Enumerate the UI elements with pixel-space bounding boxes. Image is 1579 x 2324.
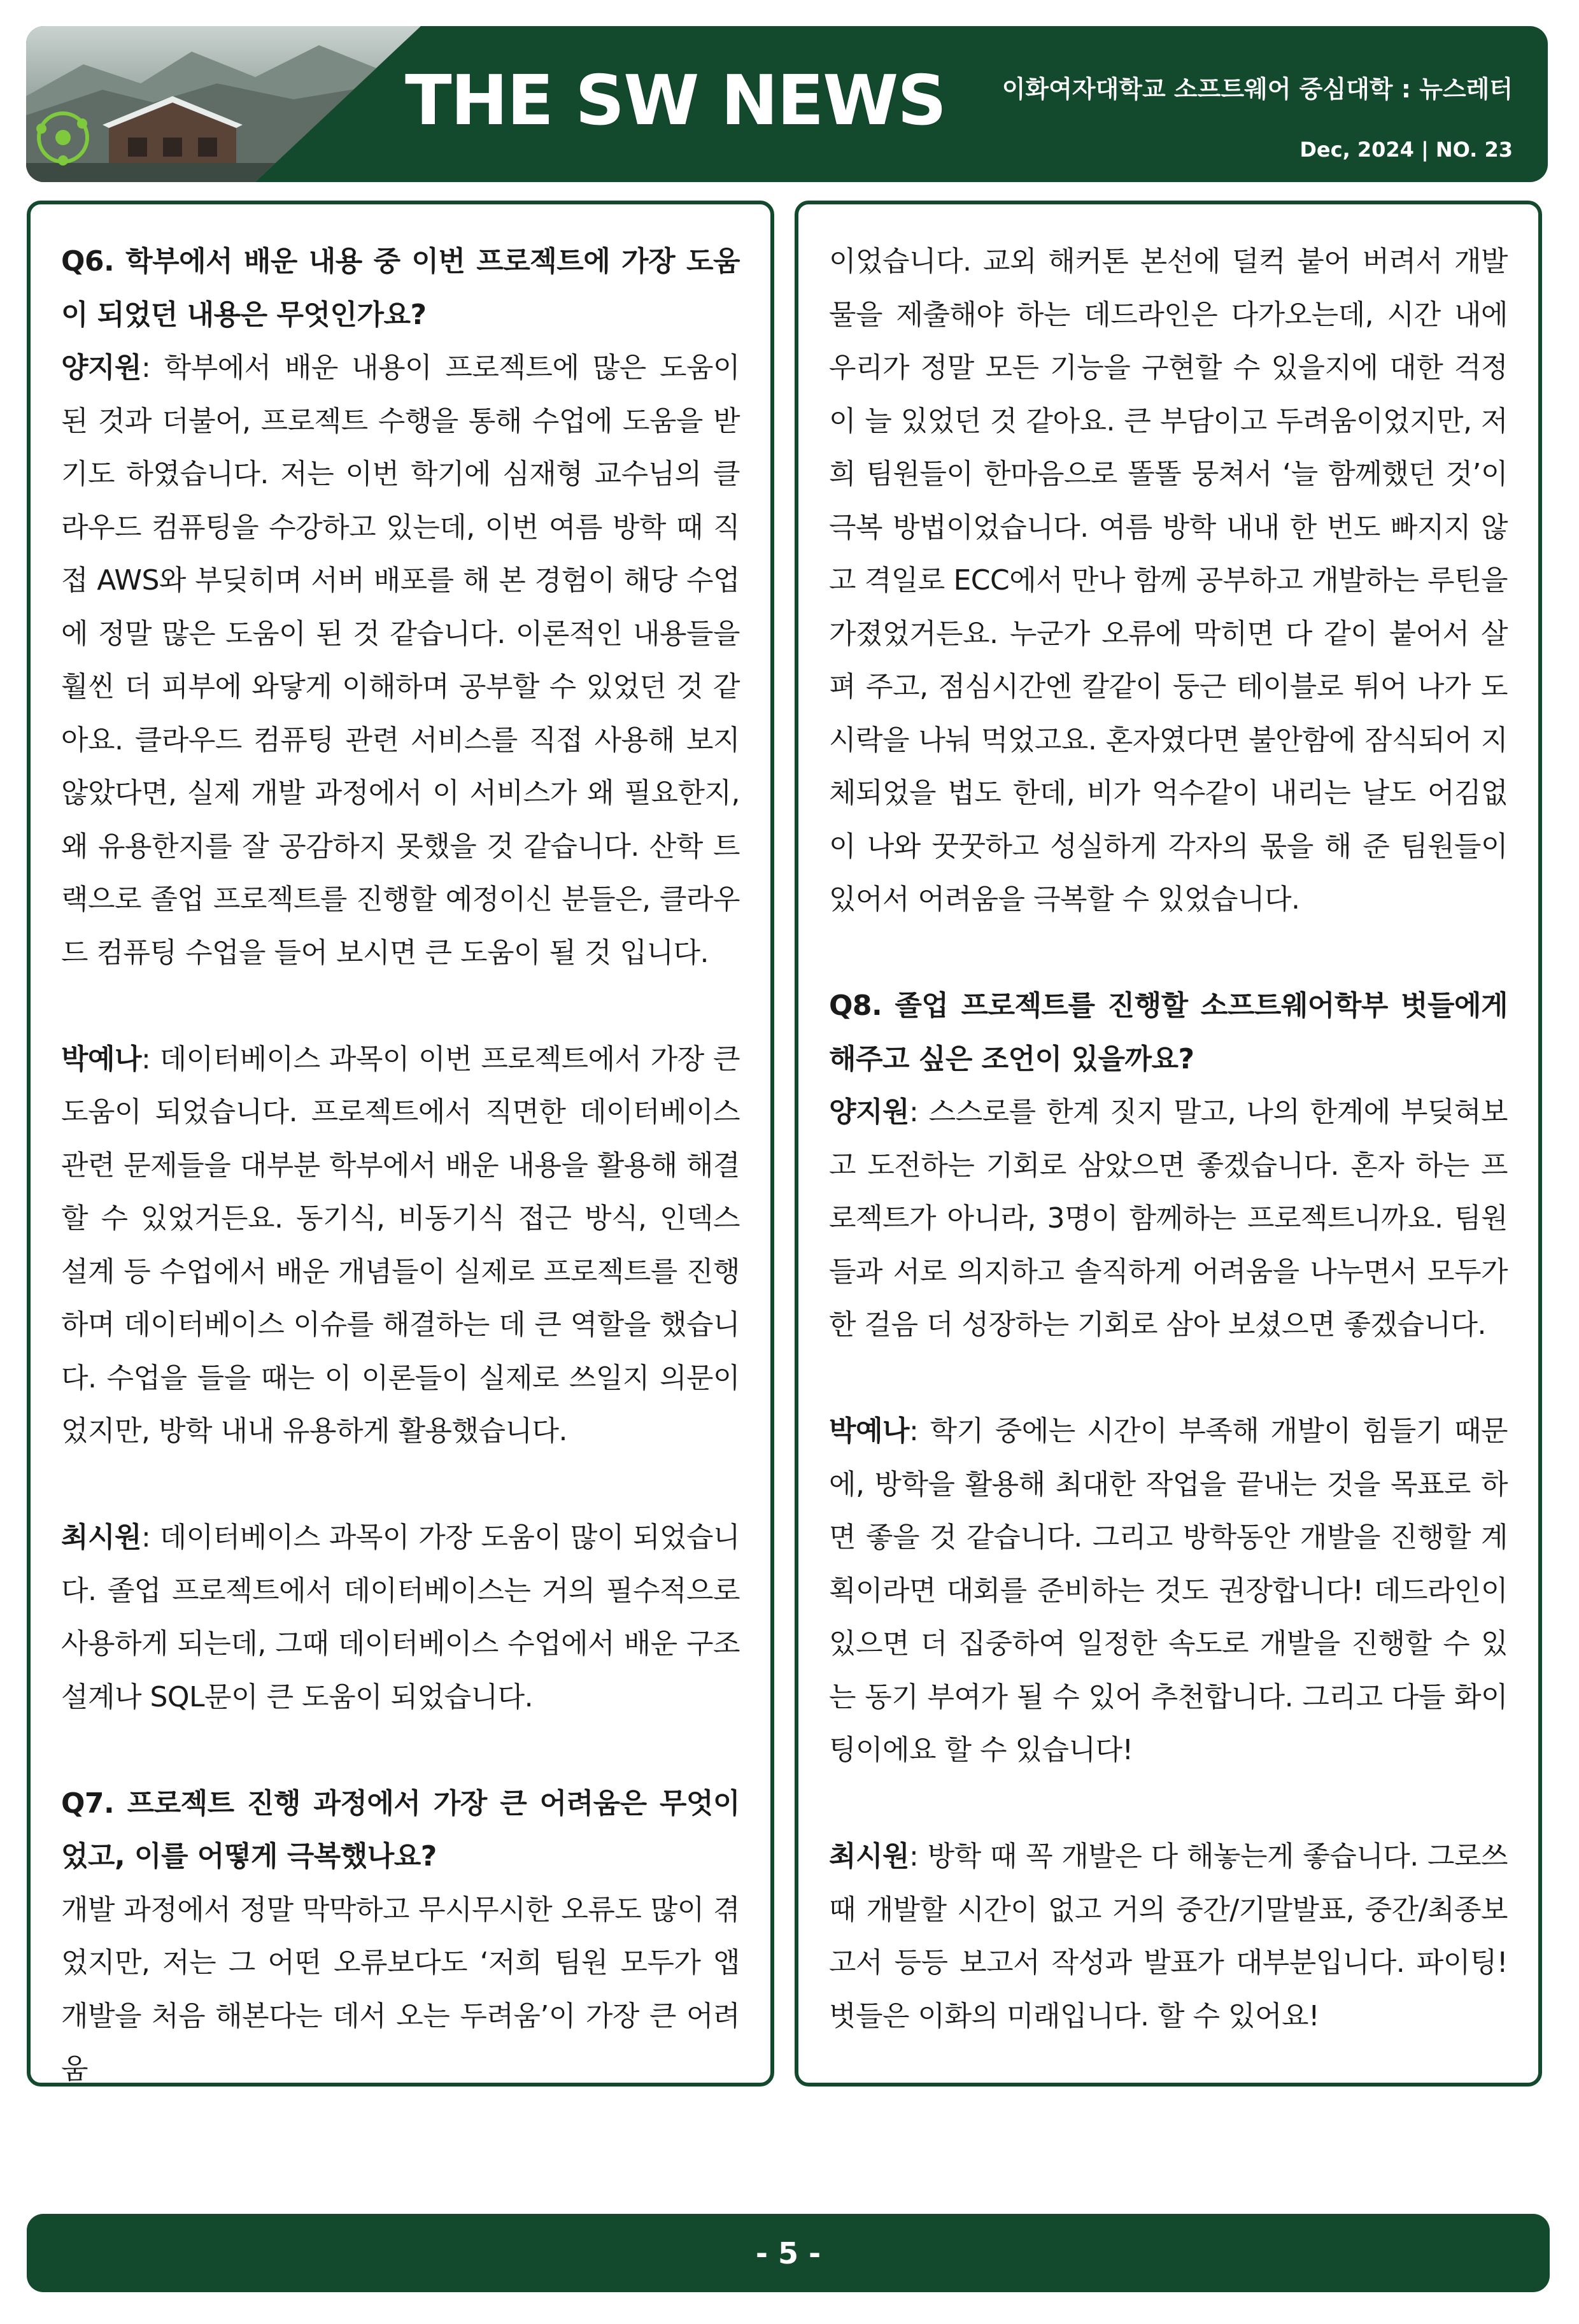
answer-paragraph <box>829 1405 1508 1777</box>
answer-text: : 스스로를 한계 짓지 말고, 나의 한계에 부딪혀보고 도전하는 기회로 삼았으면 좋겠습니다. 혼자 하는 프로젝트가 아니라, 3명이 함께하는 프로젝트니까요. 팀원들과 서로 의지하고 솔직하게 어려움을 나누면서 모두가 한 걸음 더 성장하는 기회로 삼아 보셨으면 좋겠습니다. <box>829 1096 1508 1341</box>
answer-text: : 데이터베이스 과목이 이번 프로젝트에서 가장 큰 도움이 되었습니다. 프로젝트에서 직면한 데이터베이스 관련 문제들을 대부분 학부에서 배운 내용을 활용해 해결할 수 있었거든요. 동기식, 비동기식 접근 방식, 인덱스 설계 등 수업에서 배운 개념들이 실제로 프로젝트를 진행하며 데이터베이스 이슈를 해결하는 데 큰 역할을 했습니다. 수업을 들을 때는 이 이론들이 실제로 쓰일지 의문이었지만, 방학 내내 유용하게 활용했습니다. <box>61 1042 740 1447</box>
answer-paragraph <box>829 1086 1508 1352</box>
answer-text: 개발 과정에서 정말 막막하고 무시무시한 오류도 많이 겪었지만, 저는 그 어떤 오류보다도 ‘저희 팀원 모두가 앱 개발을 처음 해본다는 데서 오는 두려움’이 가장 큰 어려움 <box>61 1893 740 2085</box>
right-column <box>795 201 1542 2087</box>
question-q6: Q6. 학부에서 배운 내용 중 이번 프로젝트에 가장 도움이 되었던 내용은 무엇인가요? <box>61 245 740 331</box>
answer-text: : 학기 중에는 시간이 부족해 개발이 힘들기 때문에, 방학을 활용해 최대한 작업을 끝내는 것을 목표로 하면 좋을 것 같습니다. 그리고 방학동안 개발을 진행할 계획이라면 대회를 준비하는 것도 권장합니다! 데드라인이 있으면 더 집중하여 일정한 속도로 개발을 진행할 수 있는 동기 부여가 될 수 있어 추천합니다. 그리고 다들 화이팅이에요 할 수 있습니다! <box>829 1415 1508 1766</box>
issue-info: Dec, 2024 | NO. 23 <box>1299 138 1513 162</box>
page-footer <box>27 2214 1550 2292</box>
page-number: - 5 - <box>755 2235 821 2271</box>
newsletter-header <box>26 26 1548 182</box>
answer-text: 이었습니다. 교외 해커톤 본선에 덜컥 붙어 버려서 개발물을 제출해야 하는 데드라인은 다가오는데, 시간 내에 우리가 정말 모든 기능을 구현할 수 있을지에 대한 걱정이 늘 있었던 것 같아요. 큰 부담이고 두려움이었지만, 저희 팀원들이 한마음으로 똘똘 뭉쳐서 ‘늘 함께했던 것’이 극복 방법이었습니다. 여름 방학 내내 한 번도 빠지지 않고 격일로 ECC에서 만나 함께 공부하고 개발하는 루틴을 가졌었거든요. 누군가 오류에 막히면 다 같이 붙어서 살펴 주고, 점심시간엔 칼같이 둥근 테이블로 튀어 나가 도시락을 나눠 먹었고요. 혼자였다면 불안함에 잠식되어 지체되었을 법도 한데, 비가 억수같이 내리는 날도 어김없이 나와 꿋꿋하고 성실하게 각자의 몫을 해 준 팀원들이 있어서 어려움을 극복할 수 있었습니다. <box>829 245 1508 916</box>
newsletter-subtitle: 이화여자대학교 소프트웨어 중심대학 : 뉴스레터 <box>1002 75 1513 103</box>
answer-paragraph <box>829 1830 1508 2043</box>
answer-text: : 방학 때 꼭 개발은 다 해놓는게 좋습니다. 그로쓰 때 개발할 시간이 없고 거의 중간/기말발표, 중간/최종보고서 등등 보고서 작성과 발표가 대부분입니다. 파이팅! 벗들은 이화의 미래입니다. 할 수 있어요! <box>829 1840 1508 2032</box>
answer-text: : 학부에서 배운 내용이 프로젝트에 많은 도움이 된 것과 더불어, 프로젝트 수행을 통해 수업에 도움을 받기도 하였습니다. 저는 이번 학기에 심재형 교수님의 클라우드 컴퓨팅을 수강하고 있는데, 이번 여름 방학 때 직접 AWS와 부딪히며 서버 배포를 해 본 경험이 해당 수업에 정말 많은 도움이 된 것 같습니다. 이론적인 내용들을 훨씬 더 피부에 와닿게 이해하며 공부할 수 있었던 것 같아요. 클라우드 컴퓨팅 관련 서비스를 직접 사용해 보지 않았다면, 실제 개발 과정에서 이 서비스가 왜 필요한지, 왜 유용한지를 잘 공감하지 못했을 것 같습니다. 산학 트랙으로 졸업 프로젝트를 진행할 예정이신 분들은, 클라우드 컴퓨팅 수업을 들어 보시면 큰 도움이 될 것 입니다. <box>61 351 740 969</box>
speaker-name: 최시원 <box>829 1840 910 1873</box>
question-q7: Q7. 프로젝트 진행 과정에서 가장 큰 어려움은 무엇이었고, 이를 어떻게 극복했나요? <box>61 1787 740 1873</box>
header-photo <box>26 26 421 182</box>
speaker-name: 박예나 <box>829 1415 910 1447</box>
left-column <box>27 201 774 2087</box>
question-q8: Q8. 졸업 프로젝트를 진행할 소프트웨어학부 벗들에게 해주고 싶은 조언이 있을까요? <box>829 989 1508 1075</box>
answer-paragraph <box>61 341 740 979</box>
speaker-name: 양지원 <box>829 1096 910 1128</box>
answer-paragraph <box>61 1033 740 1458</box>
answer-paragraph <box>61 1511 740 1724</box>
speaker-name: 최시원 <box>61 1521 142 1554</box>
speaker-name: 양지원 <box>61 351 142 384</box>
speaker-name: 박예나 <box>61 1042 142 1075</box>
answer-text: : 데이터베이스 과목이 가장 도움이 많이 되었습니다. 졸업 프로젝트에서 데이터베이스는 거의 필수적으로 사용하게 되는데, 그때 데이터베이스 수업에서 배운 구조 설계나 SQL문이 큰 도움이 되었습니다. <box>61 1521 740 1713</box>
newsletter-title: THE SW NEWS <box>405 61 946 141</box>
